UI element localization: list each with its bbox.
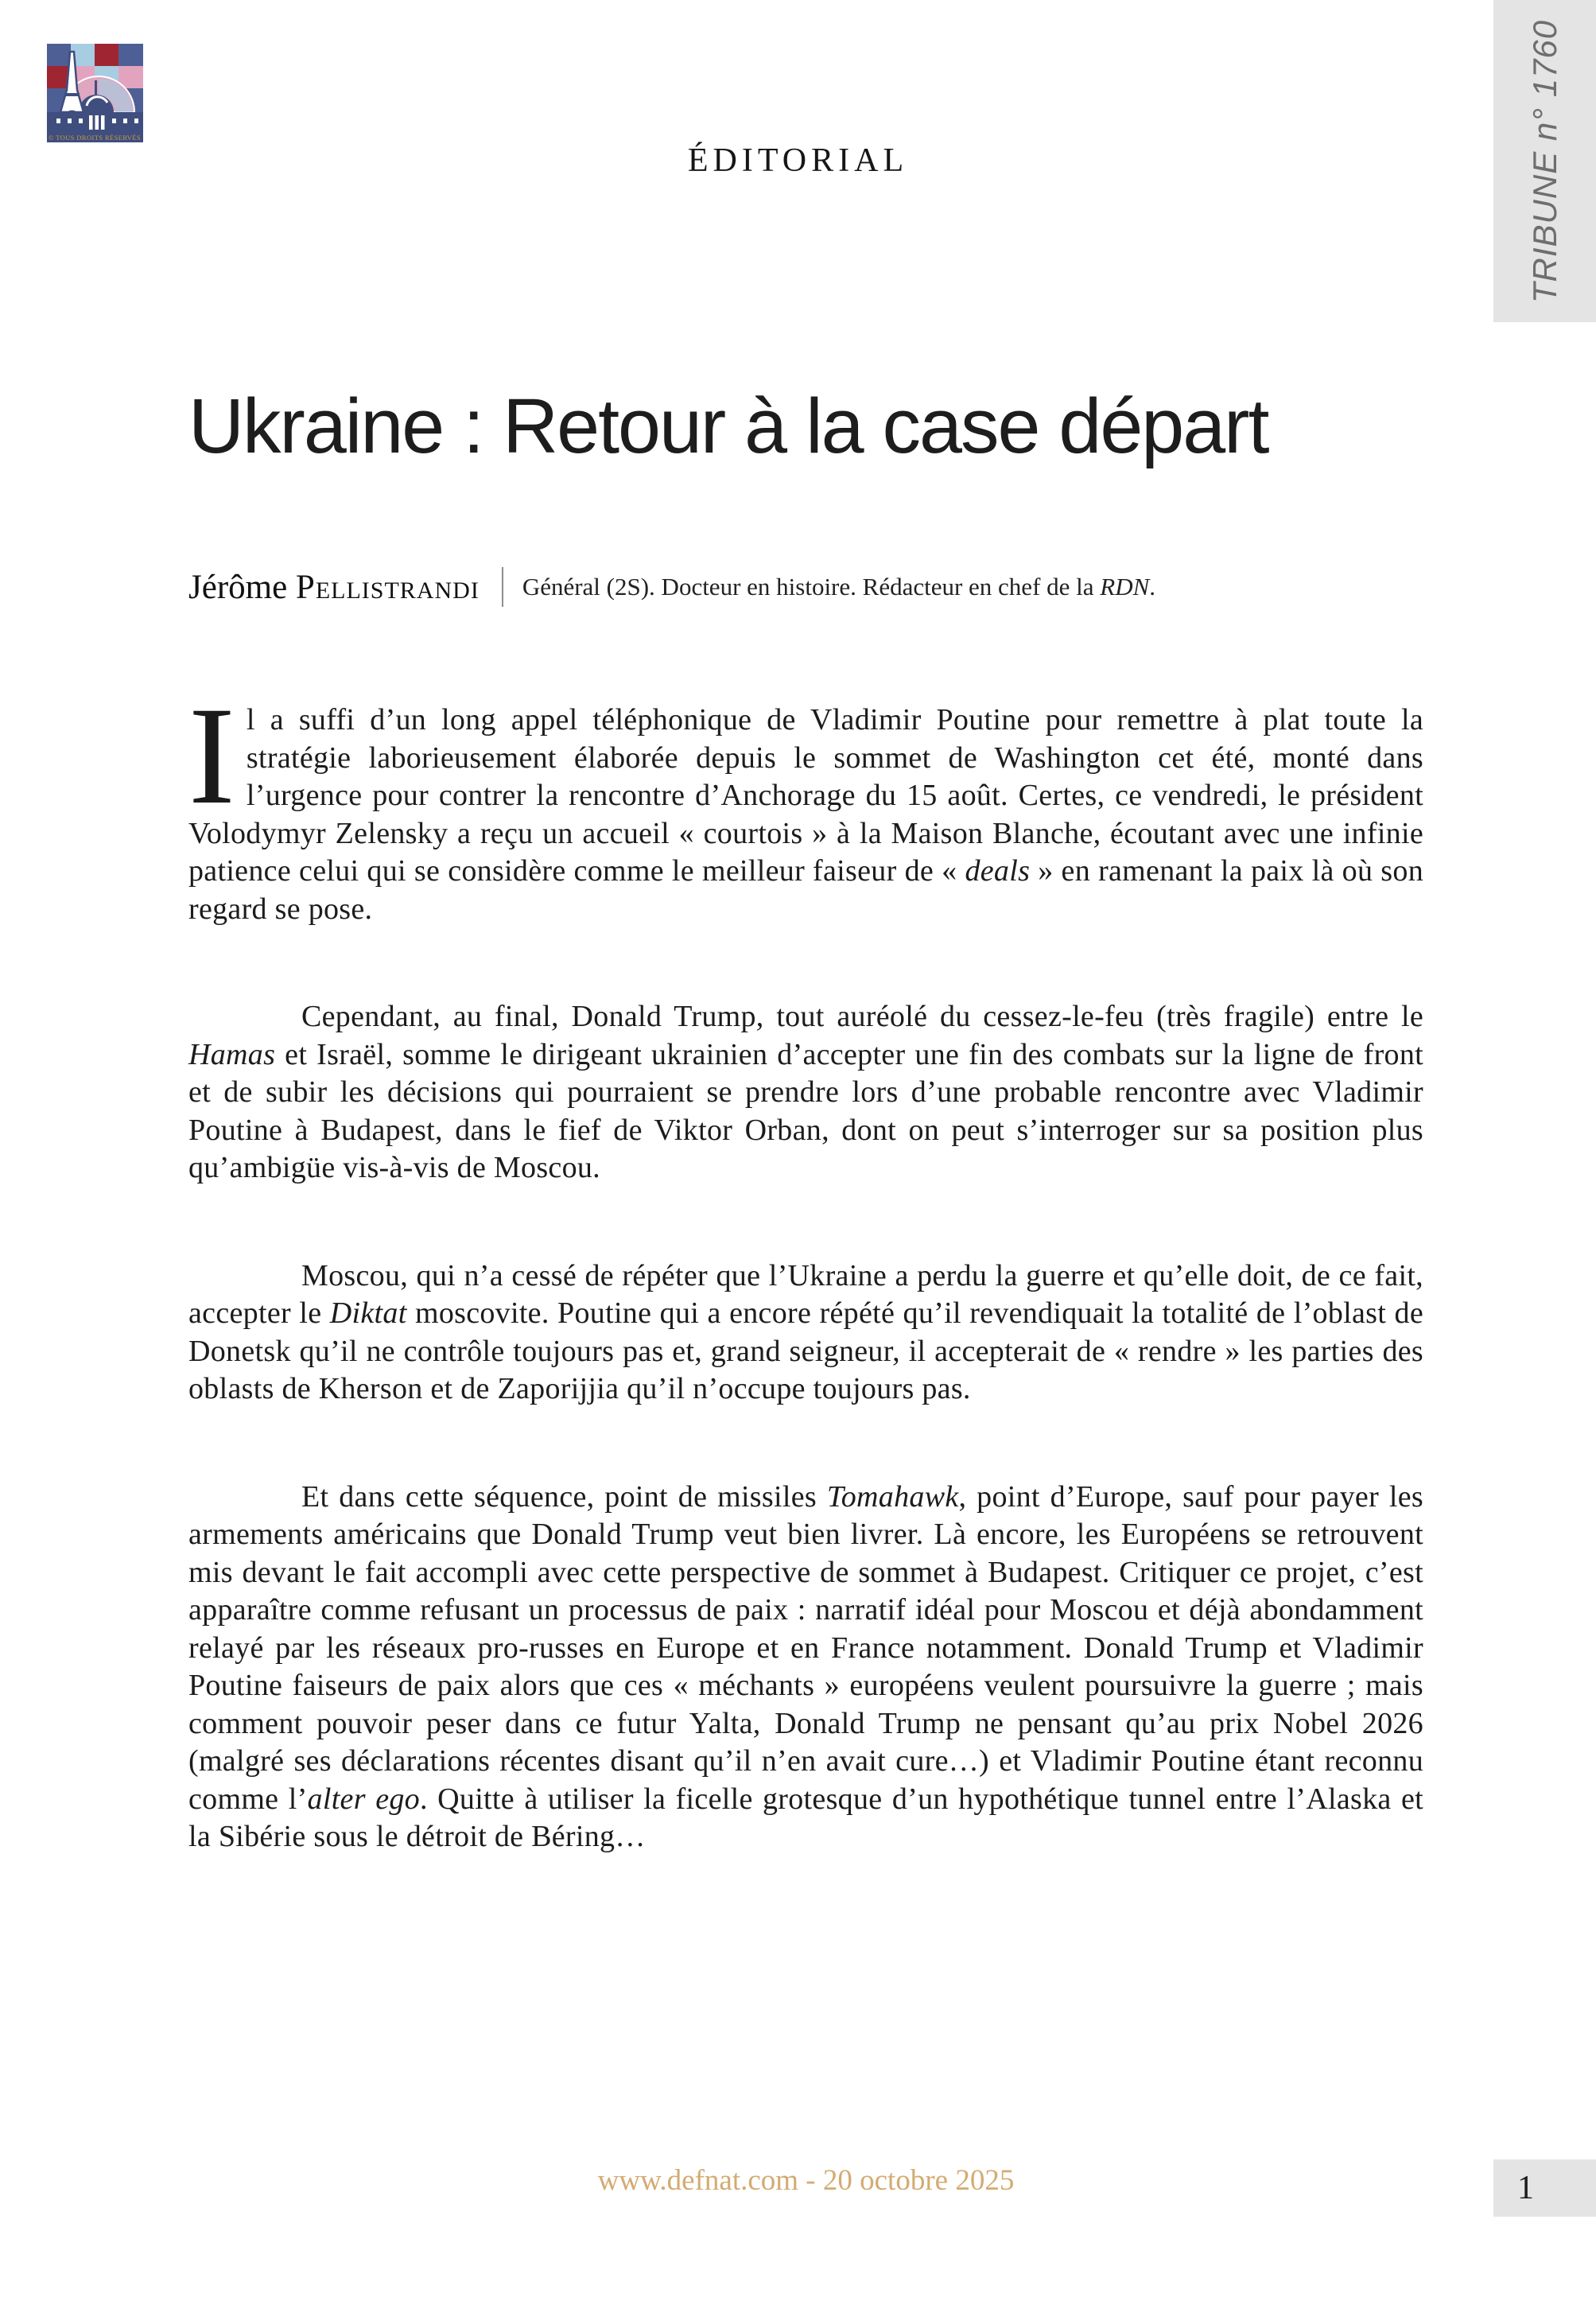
author-name xyxy=(188,568,480,607)
rdn-logo-graphic xyxy=(47,44,143,142)
drop-cap: I xyxy=(188,678,235,834)
footer-line: www.defnat.com - 20 octobre 2025 xyxy=(597,2164,1015,2197)
paragraph: Cependant, au final, Donald Trump, tout auréolé du cessez-le-feu (très fragile) entre le Hamas et Israël, somme le dirigeant ukrainien d’accepter une fin des combats sur la ligne de front et de subir les décisions qui pourraient se prendre lors d’une probable rencontre avec Vladimir Poutine à Budapest, dans le fief de Viktor Orban, dont on peut s’interroger sur sa position plus qu’ambigüe vis-à-vis de Moscou. xyxy=(188,1000,1423,1184)
paragraph: Il a suffi d’un long appel téléphonique de Vladimir Poutine pour remettre à plat toute la stratégie laborieusement élaborée depuis le sommet de Washington cet été, monté dans l’urgence pour contrer la rencontre d’Anchorage du 15 août. Certes, ce vendredi, le président Volodymyr Zelensky a reçu un accueil « courtois » à la Maison Blanche, écoutant avec une infinie patience celui qui se considère comme le meilleur faiseur de « deals » en ramenant la paix là où son regard se pose. xyxy=(188,678,1423,926)
paragraph: Et dans cette séquence, point de missiles Tomahawk, point d’Europe, sauf pour payer les armements américains que Donald Trump veut bien livrer. Là encore, les Européens se retrouvent mis devant le fait accompli avec cette perspective de sommet à Budapest. Critiquer ce projet, c’est apparaître comme refusant un processus de paix : narratif idéal pour Moscou et déjà abondamment relayé par les réseaux pro-russes en Europe et en France notamment. Donald Trump et Vladimir Poutine faiseurs de paix alors que ces « méchants » européens veulent poursuivre la guerre ; mais comment pouvoir peser dans ce futur Yalta, Donald Trump ne pensant qu’au prix Nobel 2026 (malgré ses déclarations récentes disant qu’il n’en avait cure…) et Vladimir Poutine étant reconnu comme l’alter ego. Quitte à utiliser la ficelle grotesque d’un hypothétique tunnel entre l’Alaska et la Sibérie sous le détroit de Béring… xyxy=(188,1479,1423,1853)
logo-caption: © TOUS DROITS RÉSERVÉS xyxy=(48,134,142,142)
author-bio-period: . xyxy=(1149,573,1156,601)
rdn-logo xyxy=(47,44,143,142)
article-body xyxy=(188,678,1423,1926)
article-title: Ukraine : Retour à la case départ xyxy=(188,383,1268,469)
tribune-label: TRIBUNE n° 1760 xyxy=(1525,19,1563,303)
author-first-name: Jérôme xyxy=(188,568,288,606)
author-bio xyxy=(522,573,1155,601)
page-number-box xyxy=(1493,2159,1596,2217)
author-bio-journal: RDN xyxy=(1100,573,1150,601)
author-separator xyxy=(502,567,503,607)
page-number: 1 xyxy=(1517,2170,1534,2206)
author-bio-text: Général (2S). Docteur en histoire. Rédacteur en chef de la xyxy=(522,573,1101,601)
paragraph: Moscou, qui n’a cessé de répéter que l’Ukraine a perdu la guerre et qu’elle doit, de ce fait, accepter le Diktat moscovite. Poutine qui a encore répété qu’il revendiquait la totalité de l’oblast de Donetsk qu’il ne contrôle toujours pas et, grand seigneur, il accepterait de « rendre » les parties des oblasts de Kherson et de Zaporijjia qu’il n’occupe toujours pas. xyxy=(188,1258,1423,1405)
author-last-name: Pellistrandi xyxy=(295,568,480,606)
section-label: ÉDITORIAL xyxy=(687,142,909,179)
author-line xyxy=(188,562,1155,612)
